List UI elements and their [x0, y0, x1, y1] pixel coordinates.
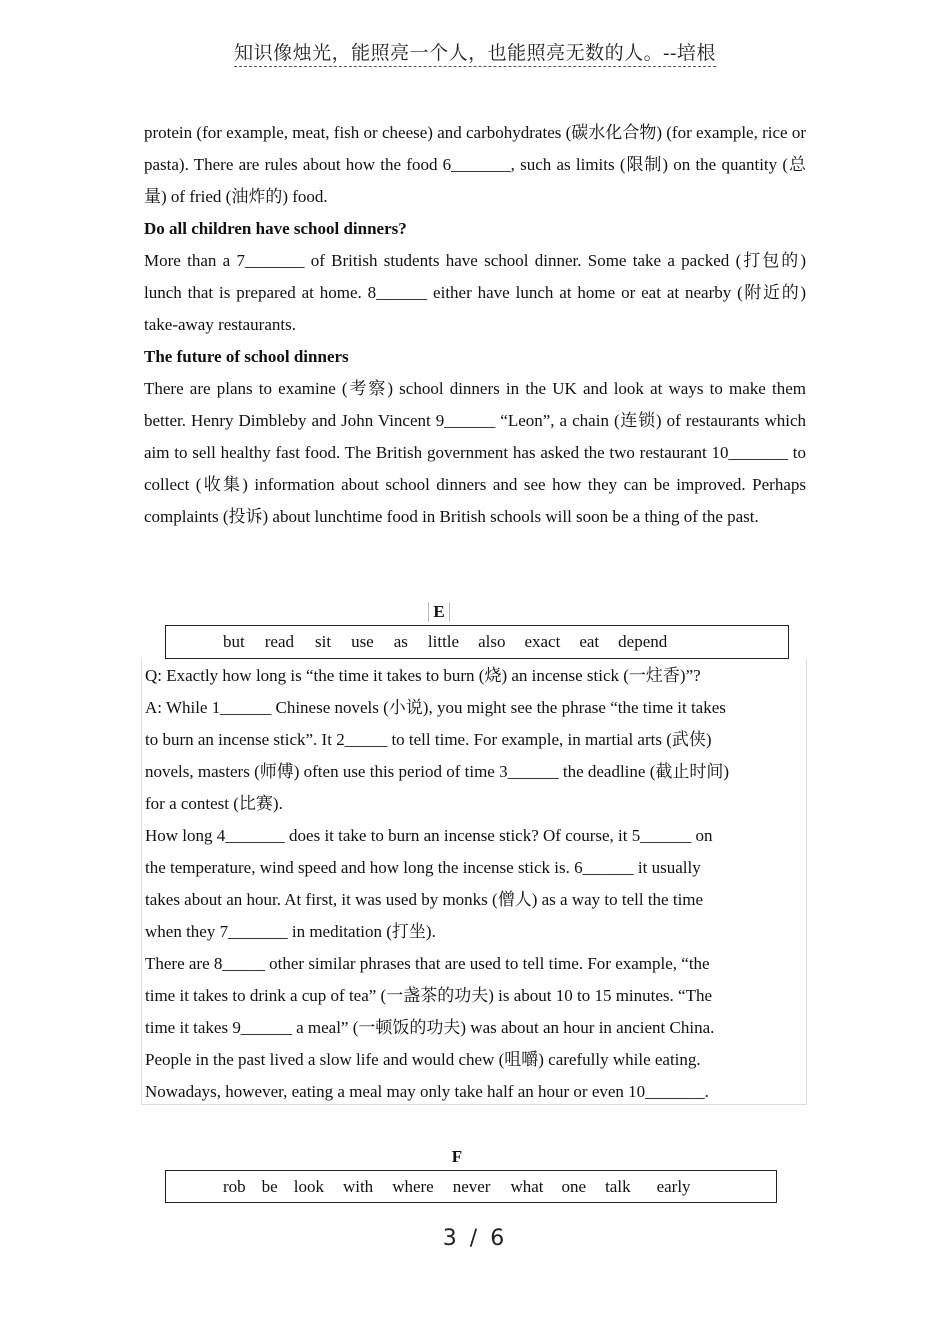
word-option: never — [452, 1176, 491, 1196]
word-option: read — [264, 632, 294, 651]
section-e-passage — [141, 659, 807, 1105]
passage-line: How long 4_______ does it take to burn an incense stick? Of course, it 5______ on — [145, 826, 713, 845]
passage-line: time it takes 9______ a meal” (一顿饭的功夫) was about an hour in ancient China. — [145, 1018, 715, 1037]
word-option: use — [351, 632, 374, 651]
section-heading: The future of school dinners — [144, 347, 349, 366]
passage-line: There are 8_____ other similar phrases that are used to tell time. For example, “the — [145, 954, 710, 973]
paragraph: protein (for example, meat, fish or cheese) and carbohydrates (碳水化合物) (for example, rice or pasta). There are rules about how the food 6_______, such as limits (限制) on the quantity (总量) of fried (油炸的) food. — [144, 123, 806, 206]
paragraph: More than a 7_______ of British students have school dinner. Some take a packed (打包的) lunch that is prepared at home. 8______ either have lunch at home or eat at nearby (附近的) take-away restaurants. — [144, 251, 806, 334]
word-option: one — [561, 1176, 587, 1196]
page-number: 3 / 6 — [442, 1226, 508, 1251]
word-option: also — [478, 632, 506, 651]
page-header — [0, 38, 950, 65]
word-option: what — [510, 1176, 544, 1196]
word-option: eat — [579, 632, 600, 651]
word-option: exact — [524, 632, 561, 651]
section-heading: Do all children have school dinners? — [144, 219, 407, 238]
word-option: but — [223, 632, 245, 651]
section-d-continued — [144, 117, 806, 533]
word-option: depend — [618, 632, 668, 651]
passage-line: Nowadays, however, eating a meal may only take half an hour or even 10_______. — [145, 1082, 709, 1101]
word-option: rob — [223, 1176, 246, 1196]
passage-line: A: While 1______ Chinese novels (小说), you might see the phrase “the time it takes — [145, 698, 726, 717]
word-option: be — [261, 1176, 278, 1196]
section-e-word-box — [165, 625, 789, 659]
word-option: with — [342, 1176, 374, 1196]
passage-line: takes about an hour. At first, it was used by monks (僧人) as a way to tell the time — [145, 890, 704, 909]
passage-line: time it takes to drink a cup of tea” (一盏茶的功夫) is about 10 to 15 minutes. “The — [145, 986, 713, 1005]
word-option: where — [392, 1176, 434, 1196]
word-option: look — [293, 1176, 324, 1196]
word-option: sit — [315, 632, 332, 651]
passage-line: novels, masters (师傅) often use this period of time 3______ the deadline (截止时间) — [145, 762, 730, 781]
passage-line: the temperature, wind speed and how long the incense stick is. 6______ it usually — [145, 858, 701, 877]
header-quote: 知识像烛光，能照亮一个人，也能照亮无数的人。--培根 — [234, 43, 716, 67]
section-f-word-box — [165, 1170, 777, 1203]
paragraph: There are plans to examine (考察) school dinners in the UK and look at ways to make them better. Henry Dimbleby and John Vincent 9______ “Leon”, a chain (连锁) of restaurants which aim to sell healthy fast food. The British government has asked the two restaurant 10_______ to collect (收集) information about school dinners and see how they can be improved. Perhaps complaints (投诉) about lunchtime food in British schools will soon be a thing of the past. — [144, 379, 806, 526]
passage-line: to burn an incense stick”. It 2_____ to tell time. For example, in martial arts (武侠) — [145, 730, 712, 749]
word-option: early — [656, 1176, 691, 1196]
passage-line: People in the past lived a slow life and would chew (咀嚼) carefully while eating. — [145, 1050, 701, 1069]
passage-line: when they 7_______ in meditation (打坐). — [145, 922, 436, 941]
word-option: as — [393, 632, 408, 651]
passage-line: Q: Exactly how long is “the time it takes to burn (烧) an incense stick (一炷香)”? — [145, 666, 701, 685]
passage-line: for a contest (比赛). — [145, 794, 283, 813]
word-option: talk — [605, 1176, 631, 1196]
section-e-title: E — [428, 602, 450, 622]
word-option: little — [427, 632, 460, 651]
section-f-title: F — [451, 1147, 463, 1166]
